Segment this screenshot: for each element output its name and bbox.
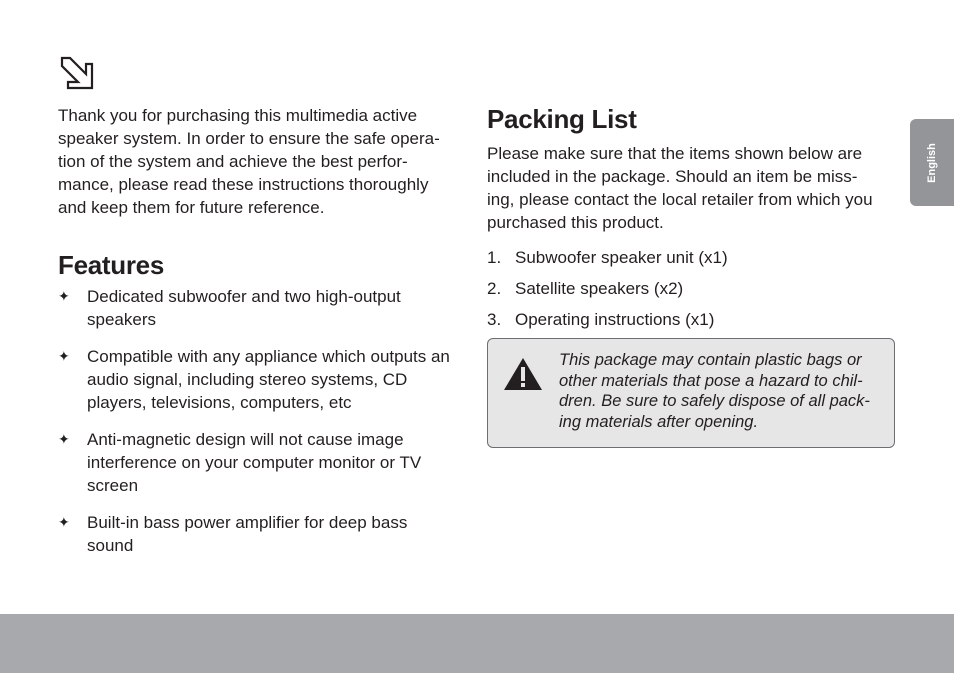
warning-text — [559, 350, 884, 432]
intro-line: and keep them for future reference. — [58, 198, 325, 217]
packing-item-number: 1. — [487, 248, 502, 267]
packing-item-number: 2. — [487, 279, 502, 298]
feature-text: Dedicated subwoofer and two high-output speakers — [87, 287, 401, 329]
packing-item — [487, 246, 897, 269]
packing-item-text: Satellite speakers (x2) — [515, 279, 684, 298]
packing-item — [487, 308, 897, 331]
footer-band — [0, 614, 954, 673]
packing-item-text: Subwoofer speaker unit (x1) — [515, 248, 728, 267]
bullet-star-icon: ✦ — [58, 431, 70, 447]
packing-description-line: ing, please contact the local retailer from which you — [487, 190, 873, 209]
packing-items-list — [487, 246, 897, 331]
left-column — [58, 104, 454, 571]
warning-line: This package may contain plastic bags or — [559, 351, 862, 369]
feature-text: Built-in bass power amplifier for deep bass sound — [87, 513, 408, 555]
packing-list-heading: Packing List — [487, 104, 637, 134]
intro-line: Thank you for purchasing this multimedia active — [58, 106, 418, 125]
right-column — [487, 104, 897, 339]
packing-description-line: Please make sure that the items shown below are — [487, 144, 863, 163]
feature-item — [58, 428, 454, 497]
intro-line: tion of the system and achieve the best perfor- — [58, 152, 408, 171]
packing-description — [487, 142, 897, 234]
packing-description-line: included in the package. Should an item be miss- — [487, 167, 858, 186]
feature-item — [58, 285, 454, 331]
bullet-star-icon: ✦ — [58, 348, 70, 364]
feature-text: Compatible with any appliance which outputs an audio signal, including stereo systems, CD players, televisions, computers, etc — [87, 347, 450, 412]
packing-item — [487, 277, 897, 300]
features-list — [58, 285, 454, 557]
packing-item-text: Operating instructions (x1) — [515, 310, 715, 329]
feature-text: Anti-magnetic design will not cause image interference on your computer monitor or TV screen — [87, 430, 422, 495]
intro-line: speaker system. In order to ensure the safe opera- — [58, 129, 440, 148]
packing-description-line: purchased this product. — [487, 213, 664, 232]
language-tab — [910, 119, 954, 206]
features-heading: Features — [58, 250, 164, 280]
intro-line: mance, please read these instructions thoroughly — [58, 175, 429, 194]
language-tab-label: English — [926, 142, 938, 183]
feature-item — [58, 511, 454, 557]
warning-line: dren. Be sure to safely dispose of all pack- — [559, 392, 870, 410]
bullet-star-icon: ✦ — [58, 288, 70, 304]
bullet-star-icon: ✦ — [58, 514, 70, 530]
packing-item-number: 3. — [487, 310, 502, 329]
warning-line: ing materials after opening. — [559, 412, 759, 431]
warning-icon — [503, 357, 543, 391]
feature-item — [58, 345, 454, 414]
warning-box — [487, 338, 895, 448]
warning-line: other materials that pose a hazard to chil- — [559, 371, 863, 390]
intro-paragraph — [58, 104, 454, 219]
arrow-down-right-icon — [58, 54, 94, 90]
